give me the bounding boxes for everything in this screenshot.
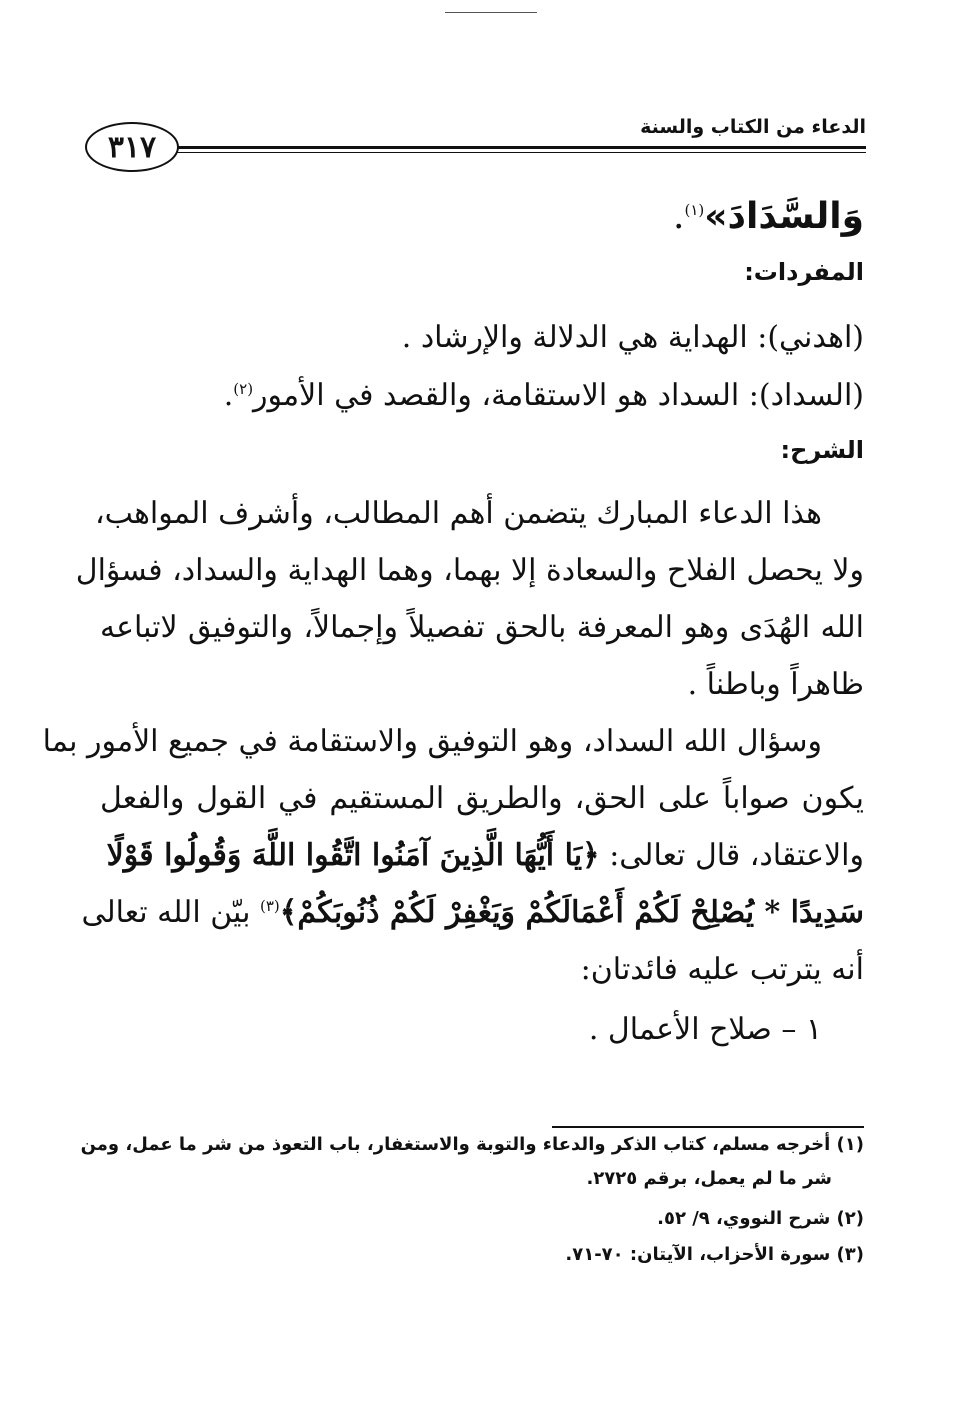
vocab-item-sadad bbox=[224, 378, 864, 413]
list-item-1: ١ – صلاح الأعمال . bbox=[588, 1012, 822, 1047]
paragraph-1-line-4: ظاهراً وباطناً . bbox=[687, 667, 864, 702]
header-rule-thin bbox=[176, 152, 866, 153]
paragraph-2-line-3 bbox=[100, 838, 864, 873]
footnote-3: (٣) سورة الأحزاب، الآيتان: ٧٠-٧١. bbox=[565, 1244, 864, 1265]
vocab-item-ihdini: (اهدني): الهداية هي الدلالة والإرشاد . bbox=[401, 320, 864, 355]
paragraph-2-line-4 bbox=[82, 895, 864, 930]
footnote-1-line-1: (١) أخرجه مسلم، كتاب الذكر والدعاء والتوبة والاستغفار، باب التعوذ من شر ما عمل، ومن bbox=[80, 1134, 864, 1155]
footnote-ref-2: (٢) bbox=[233, 380, 254, 398]
closing-period: . bbox=[673, 196, 685, 237]
paragraph-1-line-3: الله الهُدَى وهو المعرفة بالحق تفصيلاً وإجمالاً، والتوفيق لاتباعه bbox=[100, 610, 864, 645]
paragraph-1-line-1: هذا الدعاء المبارك يتضمن أهم المطالب، وأشرف المواهب، bbox=[94, 496, 822, 531]
page-number: ٣١٧ bbox=[85, 122, 179, 172]
quran-intro: والاعتقاد، قال تعالى: bbox=[609, 838, 864, 873]
running-title: الدعاء من الكتاب والسنة bbox=[640, 116, 866, 138]
heading-explanation: الشرح: bbox=[780, 436, 864, 464]
header-rule-thick bbox=[176, 146, 866, 149]
paragraph-2-line-1: وسؤال الله السداد، وهو التوفيق والاستقامة في جميع الأمور بما bbox=[42, 724, 822, 759]
paragraph-1-line-2: ولا يحصل الفلاح والسعادة إلا بهما، وهما الهداية والسداد، فسؤال bbox=[75, 553, 864, 588]
footnote-1-line-2: شر ما لم يعمل، برقم ٢٧٢٥. bbox=[586, 1168, 832, 1189]
closing-word: وَالسَّدَادَ» bbox=[704, 196, 864, 237]
footnote-ref-3: (٣) bbox=[259, 897, 280, 915]
paragraph-2-line-2: يكون صواباً على الحق، والطريق المستقيم في القول والفعل bbox=[100, 781, 864, 816]
quran-verse-part-2: سَدِيدًا * يُصْلِحْ لَكُمْ أَعْمَالَكُمْ وَيَغْفِرْ لَكُمْ ذُنُوبَكُمْ﴾ bbox=[279, 895, 864, 930]
paragraph-2-line-5: أنه يترتب عليه فائدتان: bbox=[580, 952, 864, 987]
vocab-sadad-text: (السداد): السداد هو الاستقامة، والقصد في الأمور bbox=[253, 378, 864, 413]
top-scan-mark bbox=[445, 12, 537, 13]
footnote-ref-1: (١) bbox=[684, 201, 705, 219]
footnote-separator bbox=[552, 1126, 864, 1128]
footnote-2: (٢) شرح النووي، ٩/ ٥٢. bbox=[657, 1208, 864, 1229]
opening-line bbox=[673, 196, 864, 237]
heading-vocabulary: المفردات: bbox=[744, 258, 864, 286]
vocab-sadad-period: . bbox=[223, 378, 234, 413]
verse-commentary: بيّن الله تعالى bbox=[81, 895, 251, 930]
quran-verse-part-1: ﴿يَا أَيُّهَا الَّذِينَ آمَنُوا اتَّقُوا اللَّهَ وَقُولُوا قَوْلًا bbox=[106, 838, 600, 873]
